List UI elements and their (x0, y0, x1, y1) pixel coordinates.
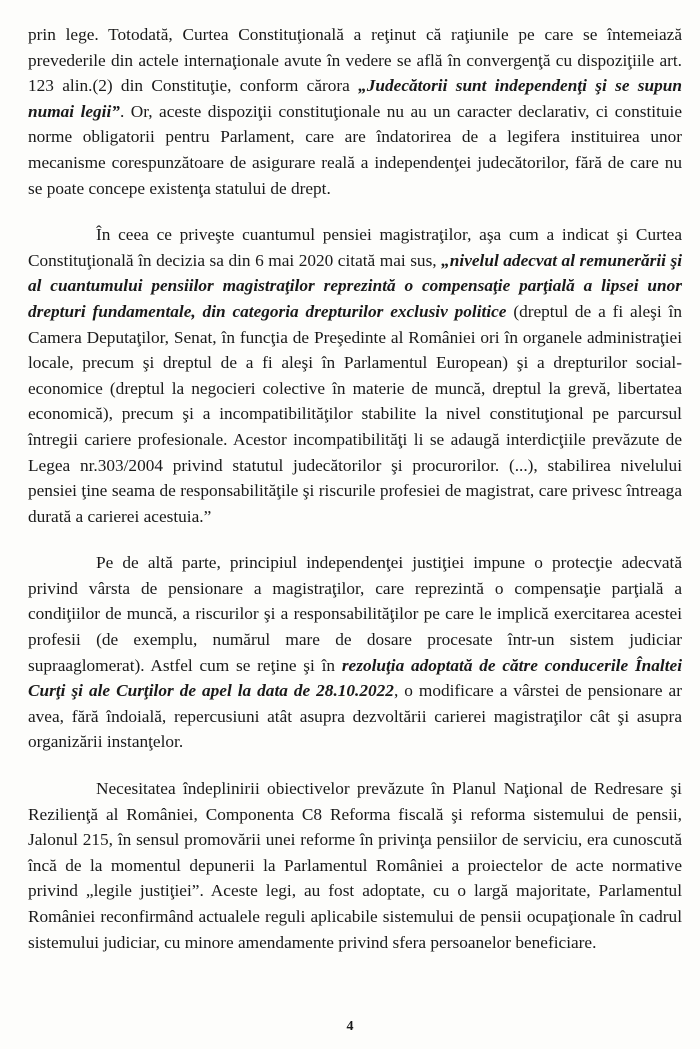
paragraph-2-text-b: (dreptul de a fi aleşi în Camera Deputaţilor, Senat, în funcţia de Preşedinte al României ori în organele administraţiei locale, precum şi dreptul de a fi aleşi în Parlamentul European) şi a drepturilor social-economice (dreptul la negocieri colective în materie de muncă, dreptul la grevă, libertatea economică), precum şi a incompatibilităţilor stabilite la nivel constituţional pe parcursul întregii cariere profesionale. Acestor incompatibilităţi li se adaugă interdicţiile prevăzute de Legea nr.303/2004 privind statutul judecătorilor şi procurorilor. (...), stabilirea nivelului pensiei ţine seama de responsabilităţile şi riscurile profesiei de magistrat, care privesc întreaga durată a carierei acestuia.” (28, 301, 682, 526)
paragraph-1-quote: „Judecătorii sunt independenţi şi se supun numai legii” (28, 76, 682, 121)
paragraph-3-text-b: , o modificare a vârstei de pensionare ar avea, fără îndoială, repercusiuni atât asupra dezvoltării carierei magistraţilor cât şi asupra organizării instanţelor. (28, 681, 682, 752)
paragraph-spacer (28, 529, 682, 550)
paragraph-spacer (28, 201, 682, 222)
paragraph-3-text-a: Pe de altă parte, principiul independenţei justiţiei impune o protecţie adecvată privind vârsta de pensionare a magistraţilor, care reprezintă o compensaţie parţială a condiţiilor de muncă, a riscurilor şi a responsabilităţilor pe care le implică exercitarea acestei profesii (de exemplu, numărul mare de dosare procesate într-un sistem judiciar supraaglomerat). Astfel cum se reţine şi în (28, 553, 682, 675)
paragraph-4-text: Necesitatea îndeplinirii obiectivelor prevăzute în Planul Naţional de Redresare şi Rezilienţă al României, Componenta C8 Reforma fiscală şi reforma sistemului de pensii, Jalonul 215, în sensul promovării unei reforme în privinţa pensiilor de serviciu, era cunoscută încă de la momentul depunerii la Parlamentul României a proiectelor de acte normative privind „legile justiţiei”. Aceste legi, au fost adoptate, cu o largă majoritate, Parlamentul României reconfirmând actualele reguli aplicabile sistemului de pensii ocupaţionale în cadrul sistemului judiciar, cu minore amendamente privind sfera persoanelor beneficiare. (28, 779, 682, 952)
paragraph-2 (28, 222, 682, 529)
paragraph-3 (28, 550, 682, 755)
paragraph-1-text-a: prin lege. Totodată, Curtea Constituţională a reţinut că raţiunile pe care se întemeiază prevederile din actele internaţionale avute în vedere se află în convergenţă cu dispoziţiile art. 123 alin.(2) din Constituţie, conform cărora (28, 25, 682, 96)
paragraph-2-text-a: În ceea ce priveşte cuantumul pensiei magistraţilor, aşa cum a indicat şi Curtea Constituţională în decizia sa din 6 mai 2020 citată mai sus, (28, 225, 682, 270)
paragraph-3-emphasis: rezoluţia adoptată de către conducerile Înaltei Curţi şi ale Curţilor de apel la data de 28.10.2022 (28, 655, 682, 701)
paragraph-1-text-b: . Or, aceste dispoziţii constituţionale nu au un caracter declarativ, ci constituie norme obligatorii pentru Parlament, care are îndatorirea de a legifera instituirea unor mecanisme corespunzătoare de asigurare reală a independenţei judecătorilor, fără de care nu se poate concepe existenţa statului de drept. (28, 101, 682, 198)
paragraph-2-quote: „nivelul adecvat al remunerării şi al cuantumului pensiilor magistraţilor reprezintă o compensaţie parţială a lipsei unor drepturi fundamentale, din categoria drepturilor exclusiv politice (28, 250, 683, 321)
page-number: 4 (346, 1019, 354, 1034)
paragraph-spacer (28, 755, 682, 776)
paragraph-4 (28, 776, 682, 955)
paragraph-1 (28, 22, 682, 201)
